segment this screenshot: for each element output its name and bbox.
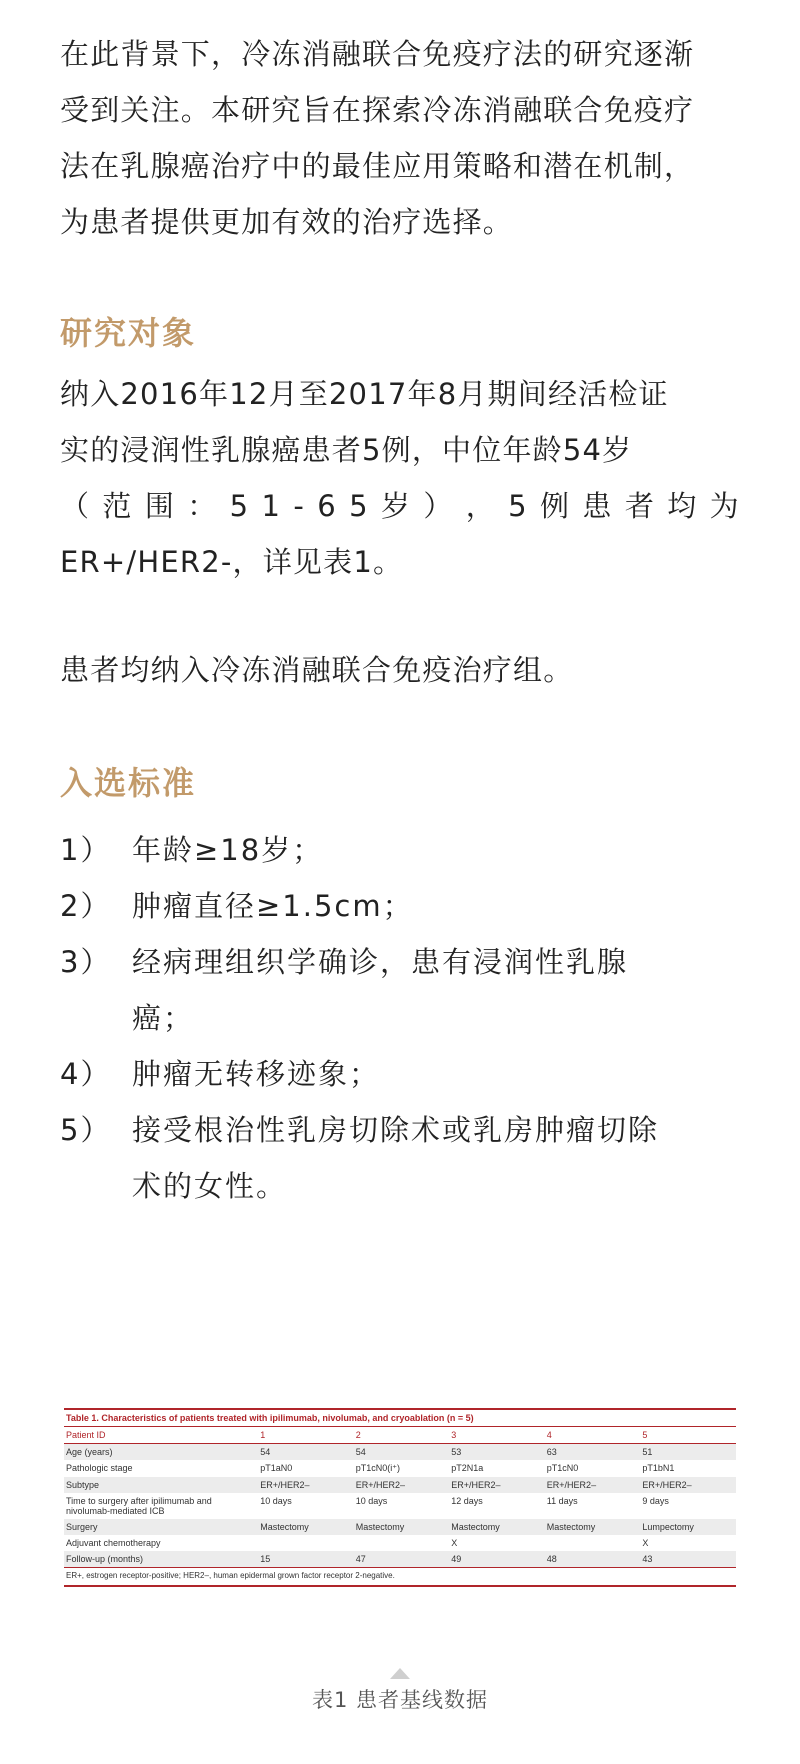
subjects-line: 实的浸润性乳腺癌患者5例，中位年龄54岁 — [60, 433, 633, 467]
table-cell: 54 — [354, 1444, 450, 1461]
justified-char: 患 — [582, 489, 613, 523]
table-title: Table 1. Characteristics of patients treated with ipilimumab, nivolumab, and cryoablation (n = 5) — [64, 1408, 736, 1427]
table-row — [64, 1444, 736, 1461]
list-item-number: 5） — [60, 1113, 112, 1147]
table-cell: ER+/HER2– — [354, 1477, 450, 1493]
table-cell: Adjuvant chemotherapy — [66, 1538, 161, 1548]
table-cell: 11 days — [546, 1496, 578, 1506]
table-cell: Subtype — [64, 1477, 258, 1493]
table-cell: 48 — [545, 1551, 641, 1567]
list-item-text: 肿瘤无转移迹象； — [132, 1057, 381, 1091]
table-cell: Mastectomy — [545, 1519, 641, 1535]
table-cell: pT2N1a — [451, 1463, 484, 1473]
table-cell: 51 — [640, 1444, 736, 1461]
table-cell: pT1cN0 — [546, 1463, 579, 1473]
table-cell: pT1bN1 — [642, 1463, 675, 1473]
table-cell: 53 — [449, 1444, 545, 1461]
table-header-cell: 4 — [545, 1427, 641, 1444]
subjects-line-justified — [60, 476, 740, 536]
table-body — [64, 1444, 736, 1568]
intro-line: 法在乳腺癌治疗中的最佳应用策略和潜在机制， — [60, 149, 695, 183]
justified-char: - — [293, 489, 306, 523]
table-cell: 9 days — [642, 1496, 669, 1506]
list-item-text: 术的女性。 — [132, 1169, 288, 1203]
table-grid — [64, 1427, 736, 1567]
table-cell: 10 days — [260, 1496, 292, 1506]
table-cell: ER+/HER2– — [545, 1477, 641, 1493]
table-cell — [354, 1535, 450, 1551]
justified-char: （ — [60, 489, 91, 523]
table-cell: Lumpectomy — [640, 1519, 736, 1535]
justified-char: 1 — [261, 489, 282, 523]
table-cell: 43 — [640, 1551, 736, 1567]
table-cell: 54 — [258, 1444, 354, 1461]
justified-char: ： — [187, 489, 218, 523]
section-heading-criteria: 入选标准 — [60, 764, 197, 802]
table-cell: 63 — [545, 1444, 641, 1461]
table-cell: Mastectomy — [449, 1519, 545, 1535]
table-cell: Time to surgery after ipilimumab and nivolumab-mediated ICB — [66, 1496, 212, 1516]
section-heading-subjects: 研究对象 — [60, 314, 197, 352]
list-item-number: 4） — [60, 1057, 112, 1091]
group-line: 患者均纳入冷冻消融联合免疫治疗组。 — [60, 653, 574, 687]
justified-char: 5 — [229, 489, 250, 523]
table-row — [64, 1477, 736, 1493]
justified-char: 为 — [709, 489, 740, 523]
list-item-text: 年龄≥18岁； — [132, 833, 324, 867]
table-cell: Mastectomy — [354, 1519, 450, 1535]
table-cell: Mastectomy — [258, 1519, 354, 1535]
justified-char: 围 — [144, 489, 176, 523]
list-item-text: 癌； — [132, 1001, 195, 1035]
intro-line: 受到关注。本研究旨在探索冷冻消融联合免疫疗 — [60, 93, 695, 127]
list-item-text: 经病理组织学确诊，患有浸润性乳腺 — [132, 945, 629, 979]
table-header-cell: 5 — [640, 1427, 736, 1444]
intro-line: 为患者提供更加有效的治疗选择。 — [60, 205, 514, 239]
table-cell: 12 days — [451, 1496, 483, 1506]
subjects-line: ER+/HER2-，详见表1。 — [60, 545, 404, 579]
table-cell: Surgery — [64, 1519, 258, 1535]
table-footnote: ER+, estrogen receptor-positive; HER2–, human epidermal grown factor receptor 2-negative. — [64, 1567, 736, 1587]
table-header-cell: 2 — [354, 1427, 450, 1444]
table-header-cell: 1 — [258, 1427, 354, 1444]
table-row — [64, 1460, 736, 1477]
justified-char: 者 — [624, 489, 656, 523]
intro-line: 在此背景下，冷冻消融联合免疫疗法的研究逐渐 — [60, 37, 695, 71]
table-header-cell: 3 — [449, 1427, 545, 1444]
table-row — [64, 1535, 736, 1551]
table-cell: Follow-up (months) — [64, 1551, 258, 1567]
list-item-text: 接受根治性乳房切除术或乳房肿瘤切除 — [132, 1113, 660, 1147]
table-cell: X — [642, 1538, 649, 1548]
justified-char: 5 — [508, 489, 528, 523]
table-cell: X — [451, 1538, 458, 1548]
list-item-number: 1） — [60, 833, 112, 867]
list-item-number: 3） — [60, 945, 112, 979]
table-cell — [258, 1535, 354, 1551]
table-row — [64, 1519, 736, 1535]
list-item-number: 2） — [60, 889, 112, 923]
justified-char: 岁 — [380, 489, 412, 523]
table-cell: pT1cN0(i⁺) — [355, 1463, 400, 1473]
justified-char: 例 — [540, 489, 571, 523]
table-cell: ER+/HER2– — [258, 1477, 354, 1493]
justified-char: 5 — [349, 489, 369, 523]
table-header-row — [64, 1427, 736, 1444]
table-cell: ER+/HER2– — [640, 1477, 736, 1493]
caret-up-icon — [390, 1668, 410, 1679]
justified-char: 6 — [317, 489, 337, 523]
justified-char: ） — [423, 489, 454, 523]
list-item-text: 肿瘤直径≥1.5cm； — [132, 889, 414, 923]
table-row — [64, 1551, 736, 1567]
table-cell: pT1aN0 — [260, 1463, 293, 1473]
patient-characteristics-table — [64, 1408, 736, 1587]
justified-char: ， — [465, 489, 496, 523]
table-cell: Age (years) — [64, 1444, 258, 1461]
table-row — [64, 1493, 736, 1519]
justified-char: 范 — [102, 489, 133, 523]
subjects-line: 纳入2016年12月至2017年8月期间经活检证 — [60, 377, 669, 411]
table-cell: 47 — [354, 1551, 450, 1567]
table-cell — [545, 1535, 641, 1551]
table-cell: 10 days — [355, 1496, 388, 1506]
table-header-cell: Patient ID — [64, 1427, 258, 1444]
table-cell: 15 — [258, 1551, 354, 1567]
table-caption: 表1 患者基线数据 — [311, 1688, 489, 1712]
table-cell: ER+/HER2– — [449, 1477, 545, 1493]
table-cell: Pathologic stage — [66, 1463, 133, 1473]
justified-char: 均 — [667, 489, 698, 523]
table-cell: 49 — [449, 1551, 545, 1567]
